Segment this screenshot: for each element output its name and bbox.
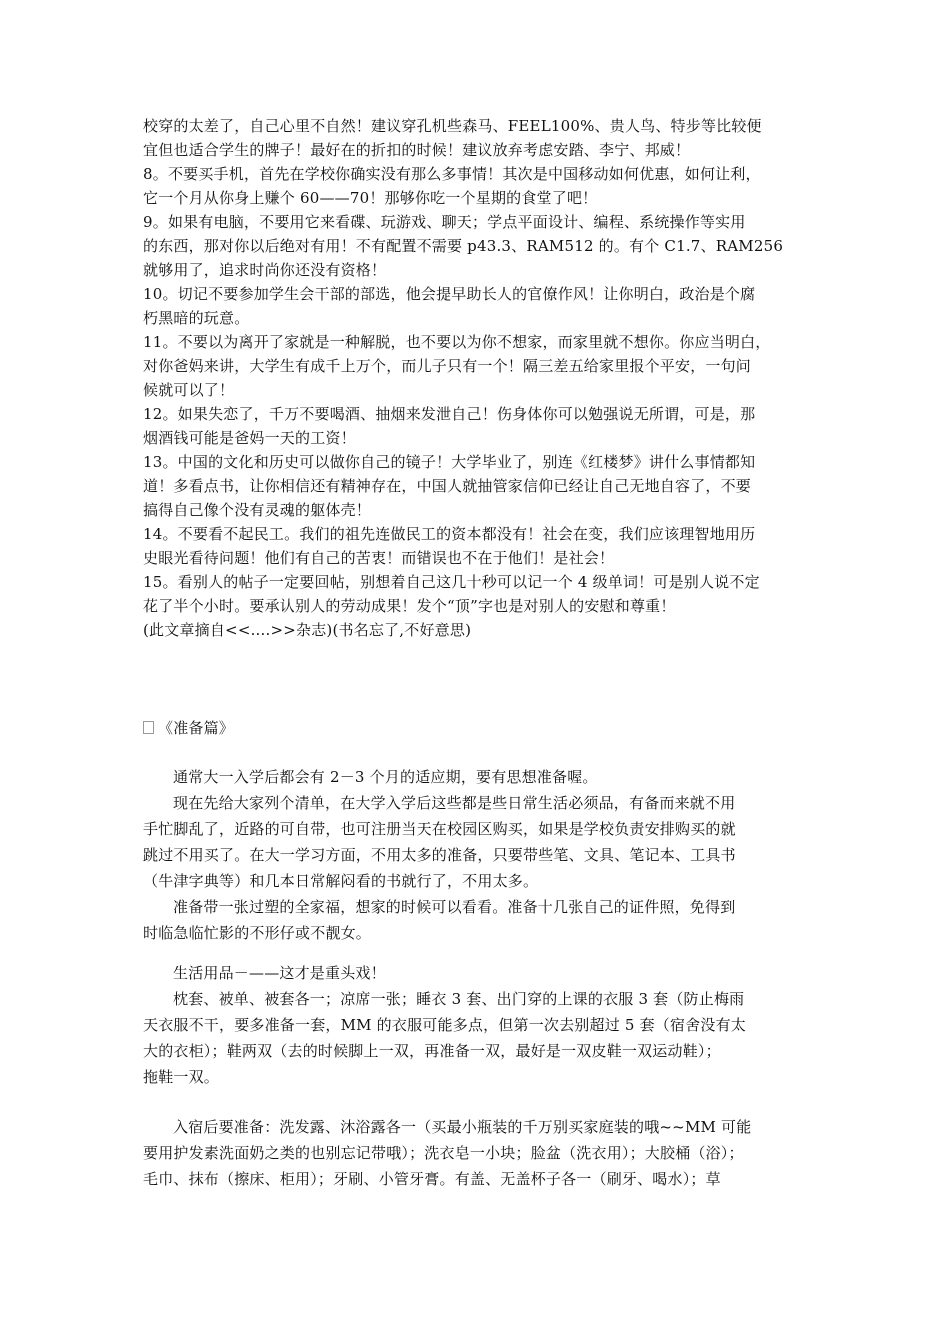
text-line: 对你爸妈来讲，大学生有成千上万个，而儿子只有一个！隔三差五给家里报个平安，一句问 bbox=[143, 357, 752, 375]
text-line: 天衣服不干，要多准备一套，MM 的衣服可能多点，但第一次去别超过 5 套（宿舍没有太 bbox=[143, 1016, 746, 1034]
text-line: 10。切记不要参加学生会干部的部选，他会提早助长人的官僚作风！让你明白，政治是个腐 bbox=[143, 285, 756, 303]
text-line: 时临急临忙影的不形仔或不靓女。 bbox=[143, 924, 372, 942]
prep-paragraph-2 bbox=[143, 790, 808, 894]
text-line: 史眼光看待问题！他们有自己的苦衷！而错误也不在于他们！是社会！ bbox=[143, 549, 615, 567]
text-line: 校穿的太差了，自己心里不自然！建议穿孔机些森马、FEEL100%、贵人鸟、特步等比较便 bbox=[143, 117, 762, 135]
text-line: 11。不要以为离开了家就是一种解脱，也不要以为你不想家，而家里就不想你。你应当明白， bbox=[143, 333, 771, 351]
checkbox-icon bbox=[143, 721, 154, 734]
section-heading bbox=[143, 716, 808, 740]
prep-paragraph-1 bbox=[143, 764, 808, 790]
text-line: 准备带一张过塑的全家福，想家的时候可以看看。准备十几张自己的证件照，免得到 bbox=[173, 898, 736, 916]
text-line: 毛巾、抹布（擦床、柜用）；牙刷、小管牙膏。有盖、无盖杯子各一（刷牙、喝水）；草 bbox=[143, 1170, 721, 1188]
section-title: 《准备篇》 bbox=[158, 719, 235, 737]
text-line: (此文章摘自<<....>>杂志)(书名忘了,不好意思) bbox=[143, 621, 472, 639]
text-line: 枕套、被单、被套各一；凉席一张；睡衣 3 套、出门穿的上课的衣服 3 套（防止梅雨 bbox=[173, 990, 745, 1008]
text-line: 的东西，那对你以后绝对有用！不有配置不需要 p43.3、RAM512 的。有个 C1.7、RAM256 bbox=[143, 237, 784, 255]
prep-paragraph-3 bbox=[143, 894, 808, 946]
daily-items-heading bbox=[143, 960, 808, 986]
advice-list-section bbox=[143, 114, 808, 642]
text-line: 12。如果失恋了，千万不要喝酒、抽烟来发泄自己！伤身体你可以勉强说无所谓，可是，那 bbox=[143, 405, 756, 423]
text-line: 8。不要买手机，首先在学校你确实没有那么多事情！其次是中国移动如何优惠，如何让利， bbox=[143, 165, 761, 183]
text-line: （牛津字典等）和几本日常解闷看的书就行了，不用太多。 bbox=[143, 872, 539, 890]
daily-heading-text: 生活用品－——这才是重头戏！ bbox=[173, 964, 386, 982]
text-line: 大的衣柜）；鞋两双（去的时候脚上一双，再准备一双，最好是一双皮鞋一双运动鞋）； bbox=[143, 1042, 721, 1060]
text-line: 手忙脚乱了，近路的可自带，也可注册当天在校园区购买，如果是学校负责安排购买的就 bbox=[143, 820, 736, 838]
text-line: 14。不要看不起民工。我们的祖先连做民工的资本都没有！社会在变，我们应该理智地用历 bbox=[143, 525, 756, 543]
text-line: 入宿后要准备：洗发露、沐浴露各一（买最小瓶装的千万别买家庭装的哦~~MM 可能 bbox=[173, 1118, 752, 1136]
text-line: 朽黑暗的玩意。 bbox=[143, 309, 250, 327]
text-line: 拖鞋一双。 bbox=[143, 1068, 220, 1086]
text-line: 跳过不用买了。在大一学习方面，不用太多的准备，只要带些笔、文具、笔记本、工具书 bbox=[143, 846, 736, 864]
text-line: 13。中国的文化和历史可以做你自己的镜子！大学毕业了，别连《红楼梦》讲什么事情都知 bbox=[143, 453, 756, 471]
text-line: 宜但也适合学生的牌子！最好在的折扣的时候！建议放弃考虑安踏、李宁、邦威！ bbox=[143, 141, 691, 159]
text-line: 烟酒钱可能是爸妈一天的工资！ bbox=[143, 429, 356, 447]
text-line: 花了半个小时。要承认别人的劳动成果！发个“顶”字也是对别人的安慰和尊重！ bbox=[143, 597, 676, 615]
daily-paragraph-2 bbox=[143, 1114, 808, 1192]
text-line: 候就可以了！ bbox=[143, 381, 235, 399]
text-line: 搞得自己像个没有灵魂的躯体壳！ bbox=[143, 501, 372, 519]
text-line: 要用护发素洗面奶之类的也别忘记带哦）；洗衣皂一小块；脸盆（洗衣用）；大胶桶（浴）； bbox=[143, 1144, 744, 1162]
text-line: 它一个月从你身上赚个 60——70！那够你吃一个星期的食堂了吧！ bbox=[143, 189, 598, 207]
text-line: 现在先给大家列个清单，在大学入学后这些都是些日常生活必须品，有备而来就不用 bbox=[173, 794, 736, 812]
text-line: 9。如果有电脑，不要用它来看碟、玩游戏、聊天；学点平面设计、编程、系统操作等实用 bbox=[143, 213, 746, 231]
text-line: 道！多看点书，让你相信还有精神存在，中国人就抽管家信仰已经让自己无地自容了，不要 bbox=[143, 477, 752, 495]
text-line: 就够用了，追求时尚你还没有资格！ bbox=[143, 261, 387, 279]
text-line: 15。看别人的帖子一定要回帖，别想着自己这几十秒可以记一个 4 级单词！可是别人说不定 bbox=[143, 573, 760, 591]
text-line: 通常大一入学后都会有 2－3 个月的适应期，要有思想准备喔。 bbox=[173, 768, 598, 786]
daily-paragraph-1 bbox=[143, 986, 808, 1090]
